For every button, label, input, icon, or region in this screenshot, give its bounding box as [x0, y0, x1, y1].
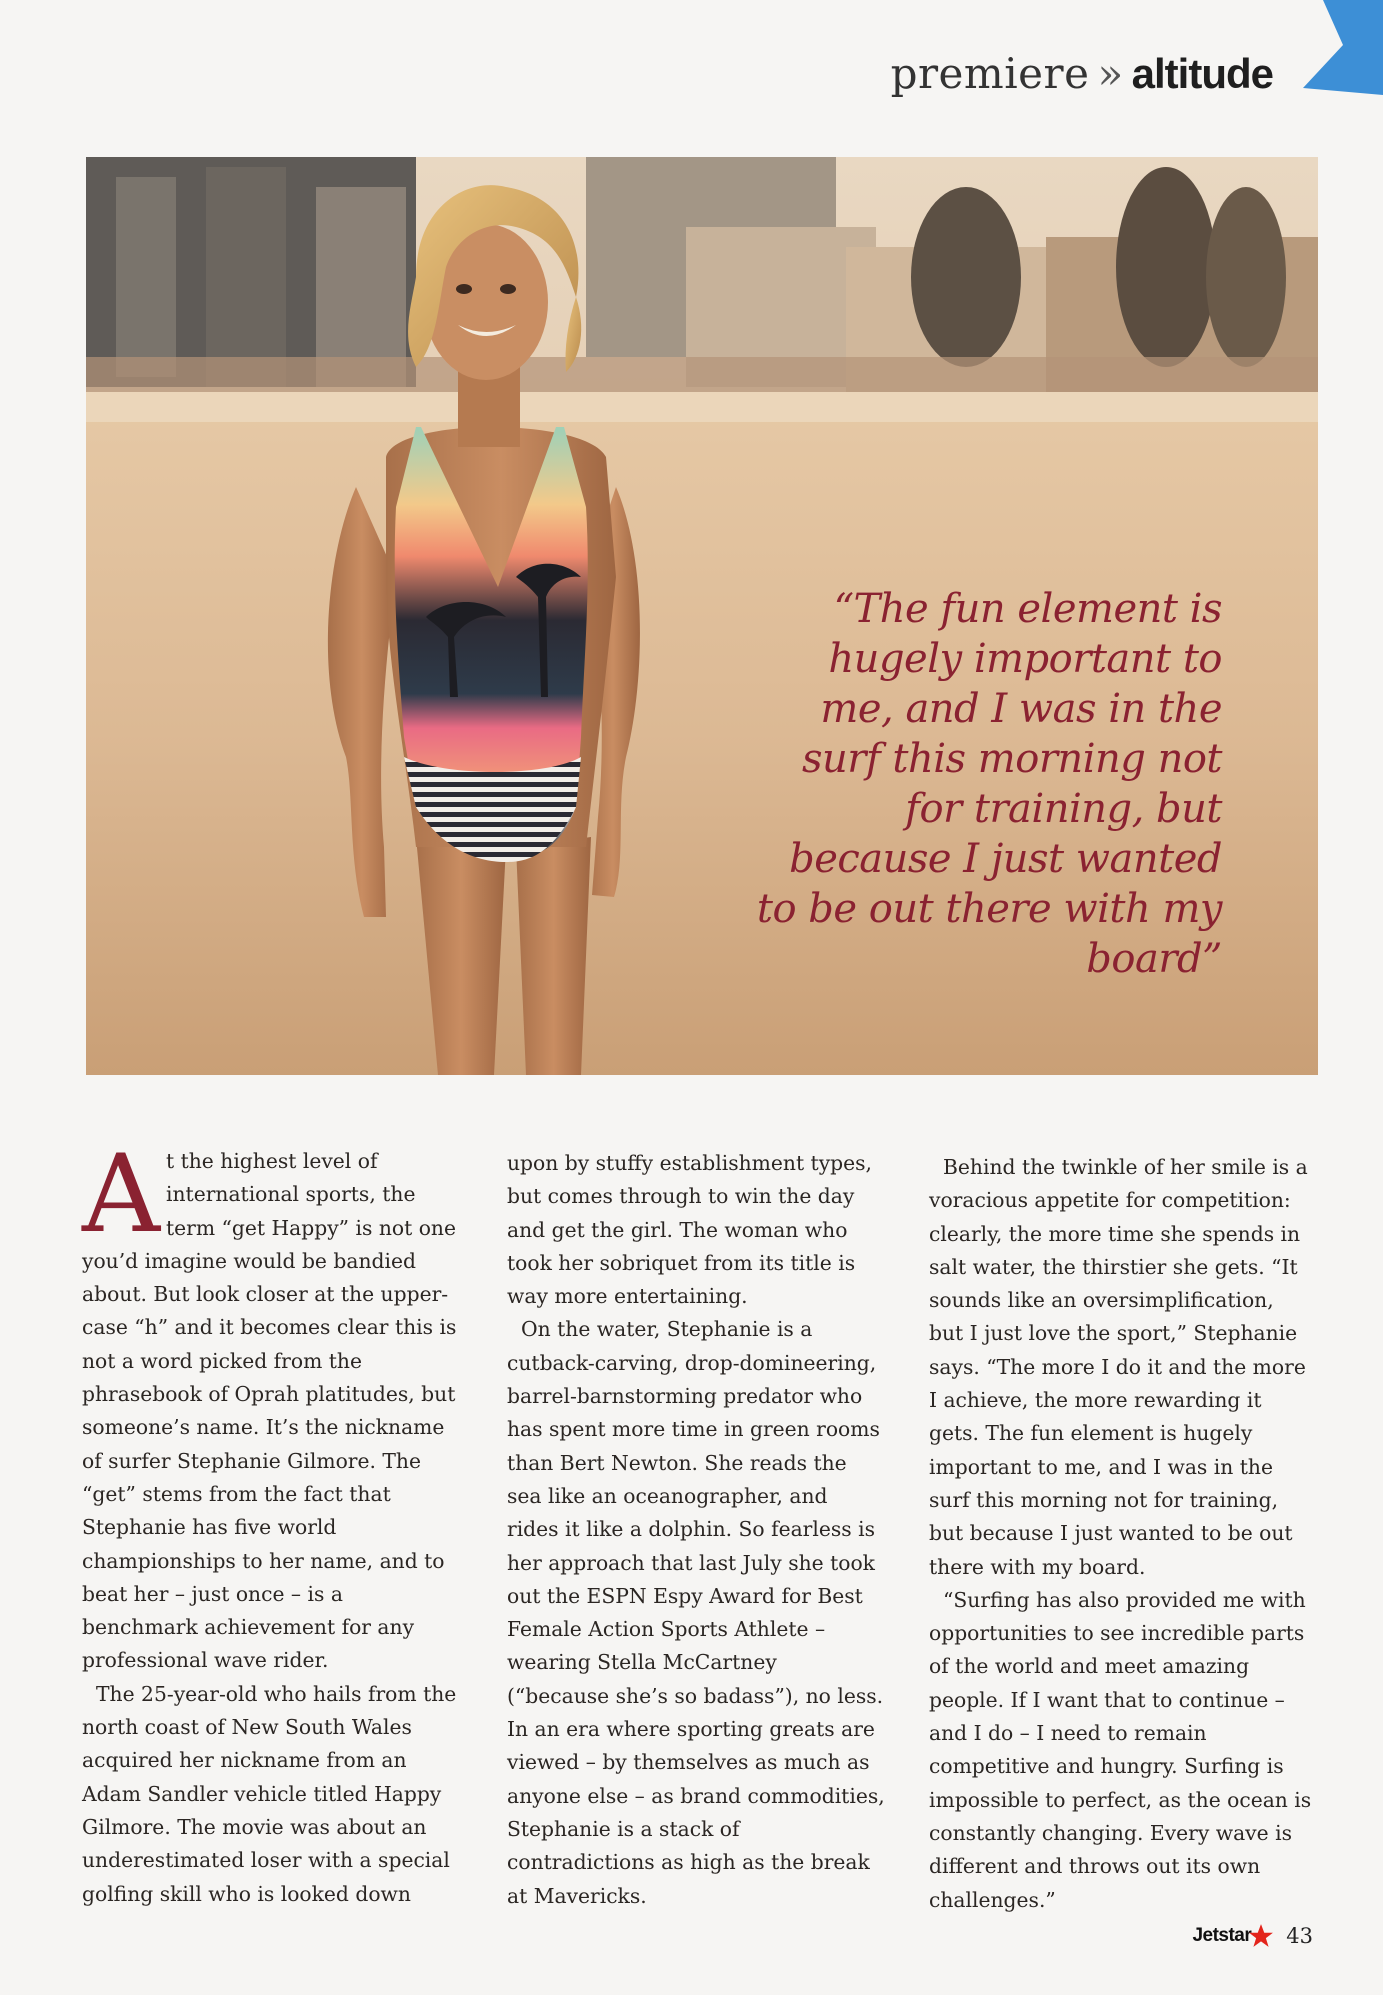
page-footer: [1192, 1918, 1313, 1954]
pull-quote: “The fun element is hugely important to me, and I was in the surf this morning not for training, but because I just wanted to be out there with my board”: [756, 586, 1222, 982]
hero-photo: [86, 157, 1318, 1075]
drop-cap: A: [82, 1132, 160, 1257]
article-paragraph: “Surfing has also provided me with opportunities to see incredible parts of the world and meet amazing people. If I want that to continue – and I do – I need to remain competitive and hungry. Surfing is impossible to perfect, as the ocean is constantly changing. Every wave is different and throws out its own challenges.”: [929, 1587, 1312, 1912]
article-paragraph: The 25-year-old who hails from the north coast of New South Wales acquired her nickname from an Adam Sandler vehicle titled Happy Gilmore. The movie was about an underestimated loser with a special golfing skill who is looked down: [82, 1681, 457, 1906]
section-header: [891, 44, 1273, 104]
section-label: premiere: [890, 49, 1090, 98]
star-icon: [1248, 1923, 1274, 1949]
brand-name: Jetstar: [1192, 1925, 1252, 1946]
corner-flag-icon: [1283, 0, 1383, 95]
page-number: 43: [1286, 1924, 1313, 1948]
article-paragraph: upon by stuffy establishment types, but comes through to win the day and get the girl. The woman who took her sobriquet from its title is way more entertaining.: [507, 1151, 873, 1309]
article-paragraph: Behind the twinkle of her smile is a voracious appetite for competition: clearly, the more time she spends in salt water, the thirstier she gets. “It sounds like an oversimplification, but I just love the sport,” Stephanie says. “The more I do it and the more I achieve, the more rewarding it gets. The fun element is hugely important to me, and I was in the surf this morning not for training, but because I just wanted to be out there with my board.: [929, 1155, 1308, 1579]
article-paragraph: On the water, Stephanie is a cutback-carving, drop-domineering, barrel-barnstorming predator who has spent more time in green rooms than Bert Newton. She reads the sea like an oceanographer, and rides it like a dolphin. So fearless is her approach that last July she took out the ESPN Espy Award for Best Female Action Sports Athlete – wearing Stella McCartney (“because she’s so badass”), no less. In an era where sporting greats are viewed – by themselves as much as anyone else – as brand commodities, Stephanie is a stack of contradictions as high as the break at Mavericks.: [507, 1317, 885, 1908]
article-column-3: [929, 1151, 1314, 1917]
article-column-2: [507, 1147, 885, 1913]
article-paragraph: [82, 1132, 460, 1678]
subsection-label: altitude: [1131, 50, 1273, 97]
section-separator: »: [1097, 49, 1124, 98]
article-body: [82, 1132, 1322, 1912]
paragraph-text: t the highest level of international sports, the term “get Happy” is not one you’d imagine would be bandied about. But look closer at the upper-case “h” and it becomes clear this is not a word picked from the phrasebook of Oprah platitudes, but someone’s name. It’s the nickname of surfer Stephanie Gilmore. The “get” stems from the fact that Stephanie has five world championships to her name, and to beat her – just once – is a benchmark achievement for any professional wave rider.: [82, 1149, 457, 1673]
article-column-1: [82, 1132, 460, 1911]
brand-logo: [1192, 1923, 1274, 1949]
